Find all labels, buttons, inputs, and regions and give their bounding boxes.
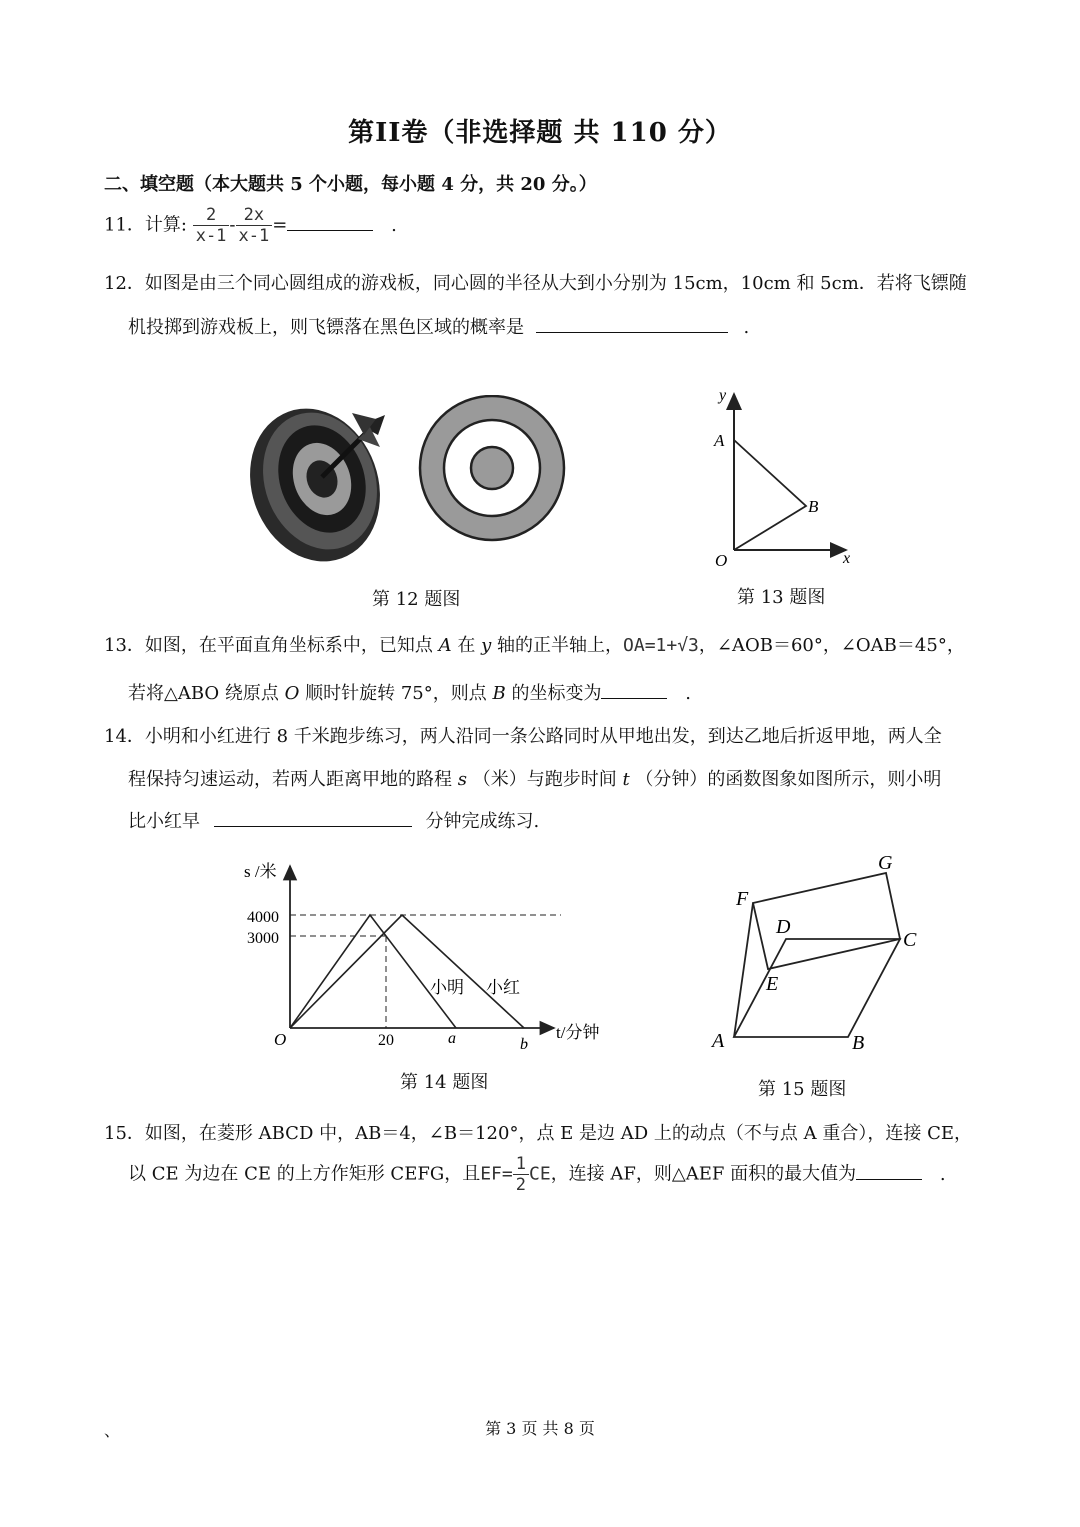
- period: .: [743, 317, 750, 338]
- axis-y: y: [481, 635, 492, 656]
- question-14-line-3: [128, 807, 539, 833]
- equals-sign: =: [501, 1163, 513, 1185]
- figure-13-caption: 第 13 题图: [737, 587, 826, 608]
- label-A: A: [712, 1030, 725, 1052]
- origin-O: O: [274, 1030, 287, 1049]
- q13-text: 顺时针旋转 75°，则点: [305, 683, 487, 704]
- figure-15-caption: 第 15 题图: [758, 1079, 847, 1100]
- triangle-ABO: [734, 440, 806, 550]
- q14-text: （米）与跑步时间: [472, 769, 617, 790]
- q13-text: 在: [457, 635, 476, 656]
- label-E: E: [766, 973, 779, 995]
- period: .: [391, 214, 397, 236]
- label-xiaoming: 小明: [430, 978, 464, 997]
- figure-12-caption: 第 12 题图: [372, 589, 461, 610]
- q13-text: 若将△ABO 绕原点: [128, 683, 279, 704]
- label-C: C: [903, 929, 917, 951]
- var-s: s: [457, 769, 467, 790]
- period: .: [685, 683, 691, 704]
- answer-blank-15[interactable]: [856, 1179, 922, 1180]
- point-A: A: [438, 635, 452, 656]
- s-axis-label: s /米: [244, 862, 277, 881]
- q11-prefix: 11．计算:: [104, 214, 187, 236]
- answer-blank-12[interactable]: [536, 332, 728, 333]
- label-O: O: [715, 551, 728, 570]
- page-title: 第II卷（非选择题 共 110 分）: [348, 118, 732, 148]
- frac-den: x-1: [238, 226, 270, 246]
- question-15-line-1: 15．如图，在菱形 ABCD 中，AB＝4，∠B＝120°，点 E 是边 AD 上的动点（不与点 A 重合），连接 CE，: [104, 1123, 972, 1144]
- label-A: A: [714, 431, 725, 450]
- frac-den: x-1: [195, 226, 227, 246]
- point-B: B: [492, 683, 506, 704]
- figure-15: [700, 845, 940, 1060]
- q13-text: 13．如图，在平面直角坐标系中，已知点: [104, 635, 433, 656]
- line-xiaohong: [290, 915, 524, 1028]
- tick-3000: 3000: [247, 930, 279, 947]
- q13-text: ，∠AOB＝60°，∠OAB＝45°，: [698, 635, 965, 656]
- question-13-line-2: [128, 679, 691, 705]
- page-number: 第 3 页 共 8 页: [485, 1419, 595, 1438]
- tick-4000: 4000: [247, 909, 279, 926]
- tick-b: b: [520, 1036, 528, 1053]
- q14-text: 比小红早: [128, 811, 200, 832]
- fraction-2x-over-x-1: [236, 205, 273, 246]
- label-B: B: [852, 1032, 865, 1054]
- equals-sign: =: [272, 214, 288, 236]
- q14-text: 分钟完成练习.: [425, 811, 540, 832]
- frac-num: 1: [513, 1154, 529, 1175]
- point-O: O: [284, 683, 300, 704]
- period: .: [939, 1163, 946, 1185]
- figure-14: [236, 852, 616, 1057]
- figure-13: [700, 380, 870, 575]
- frac-den: 2: [515, 1175, 526, 1195]
- label-xiaohong: 小红: [486, 978, 520, 997]
- oa-formula: OA=1+√3: [623, 635, 699, 656]
- concentric-circles-game-board: [420, 396, 564, 540]
- dartboard-picture: [240, 395, 401, 575]
- fraction-one-half: [513, 1154, 529, 1195]
- answer-blank-13[interactable]: [601, 698, 667, 699]
- question-11: [104, 205, 397, 246]
- question-12-line-2: [128, 313, 749, 339]
- q15-text: 以 CE 为边在 CE 的上方作矩形 CEFG，且: [128, 1163, 481, 1185]
- question-14-line-2: [128, 765, 941, 791]
- q12-text: 机投掷到游戏板上，则飞镖落在黑色区域的概率是: [128, 317, 524, 338]
- frac-num: 2x: [236, 205, 273, 226]
- ce-text: CE: [529, 1163, 551, 1185]
- q14-text: 程保持匀速运动，若两人距离甲地的路程: [128, 769, 452, 790]
- label-x: x: [843, 550, 851, 567]
- q15-text: ，连接 AF，则△AEF 面积的最大值为: [550, 1163, 857, 1185]
- frac-num: 2: [193, 205, 230, 226]
- question-12-line-1: 12．如图是由三个同心圆组成的游戏板，同心圆的半径从大到小分别为 15cm，10cm 和 5cm．若将飞镖随: [104, 273, 967, 294]
- question-15-line-2: [128, 1154, 946, 1195]
- question-14-line-1: 14．小明和小红进行 8 千米跑步练习，两人沿同一条公路同时从甲地出发，到达乙地后折返甲地，两人全: [104, 726, 942, 747]
- var-t: t: [622, 769, 630, 790]
- label-F: F: [736, 888, 749, 910]
- label-G: G: [878, 852, 893, 874]
- answer-blank-11[interactable]: [287, 230, 373, 231]
- q13-text: 的坐标变为: [511, 683, 602, 704]
- tick-20: 20: [378, 1032, 394, 1049]
- fraction-2-over-x-1: [193, 205, 230, 246]
- section-heading: 二、填空题（本大题共 5 个小题，每小题 4 分，共 20 分。）: [104, 174, 597, 195]
- q14-text: （分钟）的函数图象如图所示，则小明: [635, 769, 942, 790]
- figure-14-caption: 第 14 题图: [400, 1072, 489, 1093]
- ef-text: EF: [480, 1163, 502, 1185]
- label-D: D: [776, 916, 791, 938]
- t-axis-label: t/分钟: [556, 1023, 600, 1042]
- label-y: y: [719, 387, 727, 404]
- tick-a: a: [448, 1030, 456, 1047]
- footer-mark: 、: [104, 1421, 121, 1440]
- label-B: B: [808, 497, 819, 516]
- figure-12: [240, 395, 580, 575]
- q13-text: 轴的正半轴上，: [497, 635, 624, 656]
- segment-AF: [734, 903, 753, 1037]
- minus-sign: -: [229, 214, 236, 236]
- question-13-line-1: [104, 631, 965, 657]
- answer-blank-14[interactable]: [214, 826, 412, 827]
- line-xiaoming: [290, 915, 456, 1028]
- rhombus-ABCD: [734, 939, 900, 1037]
